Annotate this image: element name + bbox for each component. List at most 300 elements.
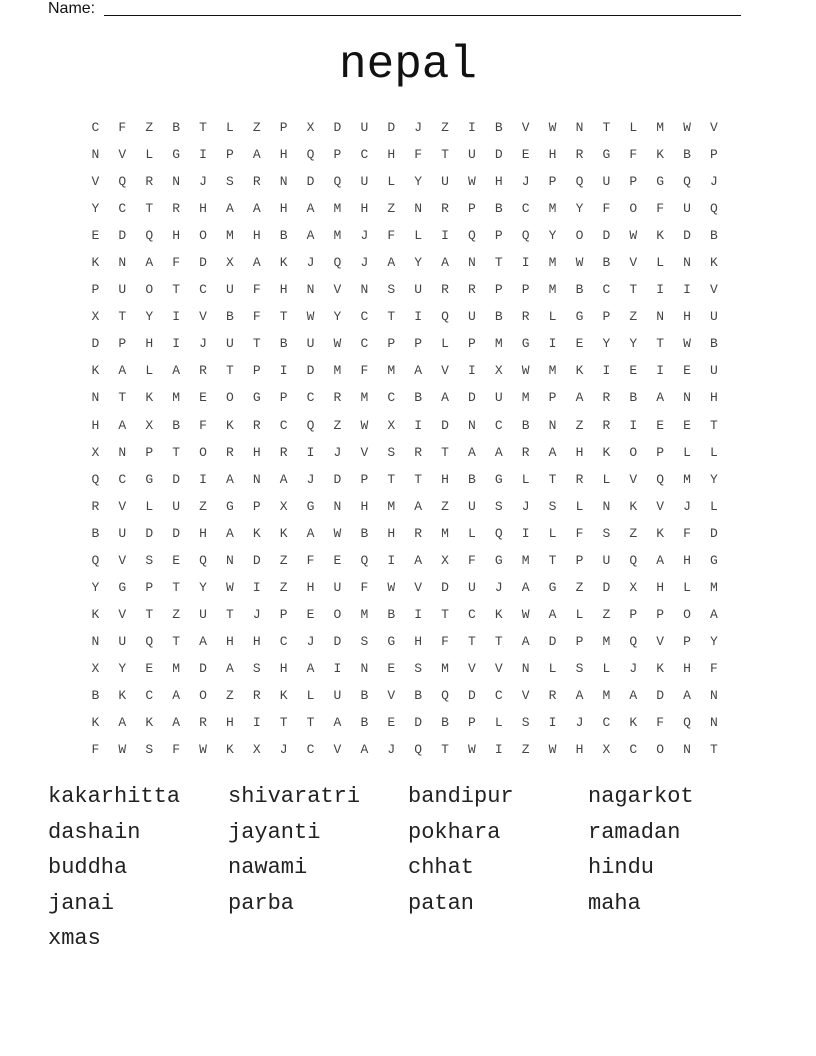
grid-cell: B — [494, 309, 503, 325]
grid-cell: Z — [333, 417, 342, 433]
word-list-item: hindu — [588, 855, 655, 880]
grid-cell: Z — [199, 498, 207, 514]
grid-cell: H — [279, 201, 288, 217]
grid-cell: J — [360, 228, 369, 244]
word-list-item: chhat — [408, 855, 475, 880]
grid-cell: I — [199, 471, 207, 487]
grid-cell: A — [441, 390, 449, 406]
grid-cell: V — [387, 687, 396, 703]
grid-cell: V — [521, 120, 530, 135]
grid-cell: H — [360, 498, 369, 514]
grid-cell: M — [521, 552, 530, 568]
grid-cell: M — [656, 120, 665, 135]
grid-cell: R — [252, 417, 261, 433]
grid-cell: O — [629, 201, 638, 217]
grid-cell: R — [602, 417, 611, 433]
grid-cell: J — [521, 498, 530, 514]
grid-cell: F — [629, 147, 638, 163]
grid-cell: H — [548, 147, 557, 163]
grid-cell: D — [414, 715, 423, 731]
grid-cell: H — [414, 633, 423, 649]
grid-cell: U — [710, 309, 718, 325]
grid-cell: U — [468, 579, 476, 595]
grid-cell: A — [225, 660, 234, 676]
grid-cell: T — [118, 309, 127, 325]
grid-cell: A — [145, 255, 154, 271]
grid-cell: I — [656, 363, 665, 379]
grid-cell: V — [91, 174, 100, 190]
grid-cell: T — [279, 715, 288, 731]
grid-cell: U — [468, 147, 476, 163]
grid-cell: E — [172, 552, 181, 568]
word-list-item: shivaratri — [228, 784, 361, 809]
grid-cell: T — [441, 147, 449, 163]
grid-cell: T — [494, 255, 503, 271]
word-list-item: jayanti — [228, 819, 321, 845]
grid-cell: U — [494, 390, 503, 406]
grid-cell: P — [279, 390, 288, 406]
grid-cell: T — [468, 633, 476, 649]
grid-cell: E — [387, 660, 396, 676]
grid-cell: K — [656, 525, 665, 541]
grid-cell: D — [602, 228, 611, 244]
grid-cell: W — [629, 228, 638, 244]
grid-cell: K — [279, 255, 288, 271]
grid-cell: Y — [145, 309, 154, 325]
grid-cell: R — [575, 147, 584, 163]
grid-cell: R — [225, 444, 234, 460]
grid-cell: I — [172, 336, 181, 352]
grid-cell: A — [199, 633, 207, 649]
grid-cell: N — [333, 498, 342, 514]
grid-cell: U — [225, 282, 234, 298]
grid-cell: Q — [306, 147, 315, 163]
grid-cell: A — [306, 228, 315, 244]
grid-cell: L — [683, 579, 691, 595]
grid-cell: J — [521, 174, 530, 190]
grid-cell: V — [199, 309, 207, 325]
grid-cell: T — [656, 336, 665, 352]
name-field[interactable] — [48, 0, 748, 20]
grid-cell: C — [602, 282, 611, 298]
grid-cell: H — [252, 444, 261, 460]
grid-cell: Z — [252, 120, 261, 135]
grid-cell: X — [602, 742, 611, 758]
grid-cell: P — [683, 633, 691, 649]
grid-cell: S — [145, 742, 154, 758]
grid-cell: J — [199, 336, 207, 352]
grid-cell: Y — [91, 579, 100, 595]
grid-cell: A — [656, 552, 665, 568]
grid-cell: G — [710, 552, 718, 568]
grid-cell: M — [360, 390, 369, 406]
grid-cell: B — [172, 417, 181, 433]
grid-cell: K — [91, 363, 100, 379]
grid-cell: D — [468, 390, 476, 406]
grid-cell: L — [441, 336, 449, 352]
grid-cell: N — [279, 174, 288, 190]
grid-cell: T — [199, 120, 207, 135]
grid-cell: A — [279, 471, 288, 487]
grid-cell: D — [441, 417, 449, 433]
grid-cell: L — [145, 363, 154, 379]
grid-cell: A — [252, 201, 261, 217]
grid-cell: N — [91, 147, 100, 163]
grid-cell: C — [521, 201, 530, 217]
grid-cell: Q — [91, 552, 100, 568]
grid-cell: J — [333, 444, 342, 460]
grid-cell: H — [575, 742, 584, 758]
grid-cell: Y — [199, 579, 207, 595]
grid-cell: V — [710, 120, 718, 135]
grid-cell: P — [494, 282, 503, 298]
grid-cell: H — [91, 417, 100, 433]
grid-cell: S — [360, 633, 369, 649]
grid-cell: Q — [333, 174, 342, 190]
grid-cell: A — [441, 255, 449, 271]
grid-cell: P — [468, 715, 476, 731]
grid-cell: E — [521, 147, 530, 163]
grid-cell: V — [656, 633, 665, 649]
grid-cell: R — [91, 498, 100, 514]
grid-cell: S — [575, 660, 584, 676]
grid-cell: Y — [414, 255, 423, 271]
grid-cell: X — [225, 255, 234, 271]
grid-cell: H — [252, 228, 261, 244]
grid-cell: X — [387, 417, 396, 433]
grid-cell: S — [548, 498, 557, 514]
grid-cell: Z — [521, 742, 530, 758]
grid-cell: M — [548, 363, 557, 379]
grid-cell: J — [629, 660, 638, 676]
grid-cell: F — [199, 417, 207, 433]
grid-cell: L — [521, 471, 530, 487]
grid-cell: U — [118, 633, 127, 649]
word-list-item: janai — [48, 890, 115, 916]
grid-cell: F — [656, 201, 665, 217]
grid-cell: M — [548, 282, 557, 298]
grid-cell: T — [118, 390, 127, 406]
grid-cell: W — [548, 742, 557, 758]
grid-cell: X — [279, 498, 288, 514]
grid-cell: A — [225, 201, 234, 217]
grid-cell: D — [494, 147, 503, 163]
grid-cell: U — [441, 174, 449, 190]
grid-cell: O — [199, 687, 207, 703]
grid-cell: L — [548, 525, 557, 541]
grid-cell: O — [656, 742, 665, 758]
grid-cell: O — [333, 606, 342, 622]
grid-cell: E — [306, 606, 315, 622]
grid-cell: I — [683, 282, 691, 298]
grid-cell: V — [441, 363, 449, 379]
grid-cell: I — [521, 525, 530, 541]
grid-cell: C — [629, 742, 638, 758]
grid-cell: I — [521, 255, 530, 271]
grid-cell: W — [548, 120, 557, 135]
grid-cell: B — [360, 687, 369, 703]
word-list-item: buddha — [48, 855, 128, 880]
grid-cell: Y — [414, 174, 423, 190]
grid-cell: I — [306, 444, 315, 460]
word-list-item: ramadan — [588, 819, 681, 845]
grid-cell: A — [252, 147, 261, 163]
grid-cell: F — [360, 579, 369, 595]
grid-cell: W — [387, 579, 396, 595]
grid-cell: R — [468, 282, 476, 298]
grid-cell: J — [279, 742, 288, 758]
grid-cell: A — [118, 363, 127, 379]
grid-cell: R — [441, 282, 449, 298]
grid-cell: I — [387, 552, 396, 568]
grid-cell: F — [710, 660, 718, 676]
grid-cell: F — [360, 363, 369, 379]
grid-cell: B — [279, 336, 288, 352]
grid-cell: B — [710, 336, 718, 352]
grid-cell: C — [602, 715, 611, 731]
grid-cell: P — [468, 336, 476, 352]
grid-cell: K — [252, 525, 261, 541]
grid-cell: U — [468, 498, 476, 514]
grid-cell: V — [468, 660, 476, 676]
grid-cell: L — [710, 498, 718, 514]
grid-cell: B — [360, 715, 369, 731]
grid-cell: X — [252, 742, 261, 758]
grid-cell: P — [91, 282, 100, 298]
grid-cell: H — [683, 552, 691, 568]
grid-cell: W — [521, 363, 530, 379]
grid-cell: D — [333, 471, 342, 487]
grid-cell: N — [602, 498, 611, 514]
grid-cell: Z — [172, 606, 181, 622]
grid-cell: P — [225, 147, 234, 163]
grid-cell: H — [387, 147, 396, 163]
name-label: Name: — [48, 0, 96, 17]
grid-cell: C — [360, 336, 369, 352]
grid-cell: N — [683, 255, 691, 271]
grid-cell: X — [629, 579, 638, 595]
grid-cell: P — [602, 309, 611, 325]
grid-cell: N — [360, 660, 369, 676]
grid-cell: S — [225, 174, 234, 190]
grid-cell: M — [441, 525, 449, 541]
grid-cell: C — [145, 687, 154, 703]
grid-cell: S — [252, 660, 261, 676]
letter-grid — [82, 114, 727, 763]
grid-cell: Z — [602, 606, 611, 622]
grid-cell: I — [414, 417, 423, 433]
grid-cell: B — [683, 147, 691, 163]
grid-cell: T — [252, 336, 261, 352]
grid-cell: A — [333, 715, 342, 731]
grid-cell: W — [225, 579, 234, 595]
grid-cell: D — [199, 255, 207, 271]
grid-cell: K — [91, 715, 100, 731]
grid-cell: B — [360, 525, 369, 541]
grid-cell: P — [521, 282, 530, 298]
grid-cell: Y — [91, 201, 100, 217]
grid-cell: J — [414, 120, 423, 135]
grid-cell: A — [629, 687, 638, 703]
puzzle-title: nepal — [338, 39, 478, 91]
grid-cell: P — [360, 471, 369, 487]
grid-cell: I — [468, 120, 476, 135]
grid-cell: J — [710, 174, 718, 190]
grid-cell: N — [468, 417, 476, 433]
grid-cell: J — [360, 255, 369, 271]
grid-cell: P — [414, 336, 423, 352]
grid-cell: H — [710, 390, 718, 406]
grid-cell: P — [118, 336, 127, 352]
grid-cell: I — [548, 336, 557, 352]
grid-cell: F — [118, 120, 127, 135]
grid-cell: Q — [521, 228, 530, 244]
grid-cell: Z — [279, 552, 288, 568]
grid-cell: H — [306, 579, 315, 595]
grid-cell: I — [279, 363, 288, 379]
grid-cell: I — [468, 363, 476, 379]
grid-cell: O — [225, 390, 234, 406]
grid-cell: H — [441, 471, 449, 487]
grid-cell: W — [683, 120, 691, 135]
grid-cell: Q — [710, 201, 718, 217]
grid-cell: Z — [629, 309, 638, 325]
grid-cell: D — [306, 174, 315, 190]
grid-cell: N — [225, 552, 234, 568]
grid-cell: I — [199, 147, 207, 163]
grid-cell: I — [414, 309, 423, 325]
grid-cell: Q — [333, 255, 342, 271]
grid-cell: T — [441, 444, 449, 460]
grid-cell: P — [629, 606, 638, 622]
grid-cell: Q — [118, 174, 127, 190]
grid-cell: I — [333, 660, 342, 676]
grid-cell: K — [225, 742, 234, 758]
grid-cell: A — [306, 525, 315, 541]
word-list-item: nagarkot — [588, 784, 694, 809]
grid-cell: T — [279, 309, 288, 325]
grid-cell: G — [387, 633, 396, 649]
grid-cell: L — [494, 715, 503, 731]
grid-cell: G — [602, 147, 611, 163]
grid-cell: I — [252, 715, 261, 731]
grid-cell: H — [683, 660, 691, 676]
grid-cell: X — [91, 309, 100, 325]
grid-cell: W — [199, 742, 207, 758]
grid-cell: F — [575, 525, 584, 541]
grid-cell: P — [145, 444, 154, 460]
grid-cell: T — [710, 417, 718, 433]
grid-cell: U — [414, 282, 423, 298]
grid-cell: H — [387, 525, 396, 541]
grid-cell: U — [360, 174, 369, 190]
grid-cell: M — [494, 336, 503, 352]
grid-cell: Q — [629, 552, 638, 568]
grid-cell: F — [387, 228, 396, 244]
grid-cell: Y — [710, 471, 718, 487]
grid-cell: H — [225, 633, 234, 649]
grid-cell: M — [387, 363, 396, 379]
grid-cell: U — [683, 201, 691, 217]
grid-cell: U — [602, 552, 611, 568]
grid-cell: B — [91, 525, 100, 541]
grid-cell: B — [468, 471, 476, 487]
grid-cell: B — [414, 390, 423, 406]
grid-cell: K — [145, 715, 154, 731]
word-list-item: kakarhitta — [48, 784, 181, 809]
grid-cell: K — [91, 255, 100, 271]
grid-cell: P — [145, 579, 154, 595]
grid-cell: K — [656, 660, 665, 676]
grid-cell: A — [360, 742, 369, 758]
grid-cell: M — [387, 498, 396, 514]
grid-cell: S — [494, 498, 503, 514]
grid-cell: W — [683, 336, 691, 352]
grid-cell: O — [683, 606, 691, 622]
grid-cell: F — [656, 715, 665, 731]
grid-cell: R — [548, 687, 557, 703]
grid-cell: L — [683, 444, 691, 460]
grid-cell: Q — [468, 228, 476, 244]
grid-cell: R — [602, 390, 611, 406]
grid-cell: T — [387, 309, 396, 325]
grid-cell: Y — [710, 633, 718, 649]
grid-cell: Y — [118, 660, 127, 676]
grid-cell: D — [548, 633, 557, 649]
grid-cell: A — [225, 525, 234, 541]
grid-cell: N — [91, 633, 100, 649]
grid-cell: B — [172, 120, 181, 135]
word-list-item: xmas — [48, 926, 101, 951]
grid-cell: P — [548, 390, 557, 406]
grid-cell: A — [252, 255, 261, 271]
grid-cell: R — [252, 687, 261, 703]
grid-cell: B — [225, 309, 234, 325]
grid-cell: R — [199, 715, 207, 731]
grid-cell: U — [306, 336, 315, 352]
grid-cell: G — [494, 471, 503, 487]
word-list-item: dashain — [48, 819, 141, 845]
grid-cell: E — [683, 363, 691, 379]
grid-cell: L — [629, 120, 638, 135]
grid-cell: Z — [225, 687, 234, 703]
grid-cell: D — [683, 228, 691, 244]
grid-cell: A — [656, 390, 665, 406]
grid-cell: L — [602, 660, 611, 676]
grid-cell: L — [656, 255, 665, 271]
grid-cell: A — [521, 633, 530, 649]
grid-cell: W — [333, 525, 342, 541]
grid-cell: A — [414, 363, 423, 379]
grid-cell: G — [118, 579, 127, 595]
grid-cell: A — [172, 687, 181, 703]
grid-cell: C — [360, 309, 369, 325]
grid-cell: C — [494, 417, 503, 433]
grid-cell: C — [91, 120, 100, 135]
grid-cell: M — [683, 471, 691, 487]
grid-cell: D — [468, 687, 476, 703]
grid-cell: N — [548, 417, 557, 433]
grid-cell: K — [279, 525, 288, 541]
grid-cell: Z — [279, 579, 288, 595]
grid-cell: P — [656, 444, 665, 460]
grid-cell: K — [656, 147, 665, 163]
grid-cell: L — [306, 687, 315, 703]
grid-cell: J — [306, 633, 315, 649]
grid-cell: K — [629, 715, 638, 731]
word-list-item: bandipur — [408, 784, 514, 809]
grid-cell: R — [145, 174, 154, 190]
